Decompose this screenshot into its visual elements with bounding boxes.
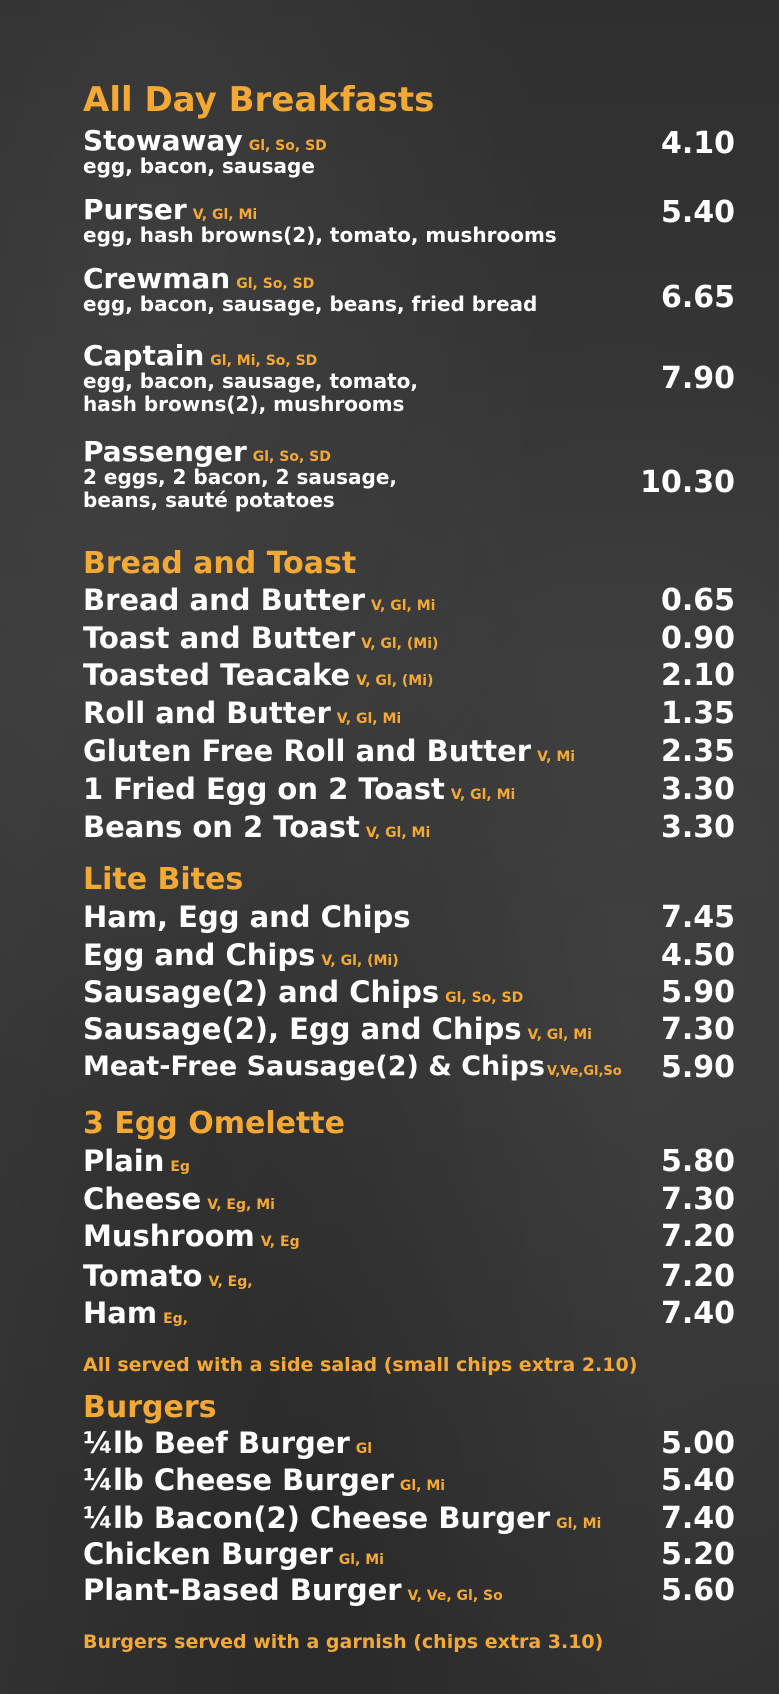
item-price: 7.40 [660,1501,735,1536]
item-price: 10.30 [640,465,735,500]
item-price: 4.50 [660,938,735,973]
item-price: 5.80 [660,1144,735,1179]
menu-item [83,658,735,693]
item-description: hash browns(2), mushrooms [83,392,405,416]
item-dietary-tags: Gl, Mi, So, SD [210,353,318,369]
item-dietary-tags: V, Gl, (Mi) [356,673,434,689]
menu-item [83,1426,735,1461]
item-name: Mushroom [83,1219,255,1253]
item-name: Stowaway [83,124,243,157]
menu-item [83,1259,735,1294]
menu-item [83,1296,735,1331]
item-dietary-tags: V, Gl, Mi [192,207,258,223]
item-dietary-tags: V, Gl, Mi [365,825,431,841]
item-name: Sausage(2), Egg and Chips [83,1012,522,1046]
item-name: Plant-Based Burger [83,1573,402,1607]
item-name: Chicken Burger [83,1537,333,1571]
item-dietary-tags: Eg, [163,1311,188,1327]
section-title-burgers: Burgers [83,1390,217,1425]
item-description: egg, bacon, sausage, beans, fried bread [83,292,538,316]
item-description: beans, sauté potatoes [83,488,335,512]
menu-item [83,900,735,935]
menu-item-crewman [83,262,735,316]
item-name: Tomato [83,1259,203,1293]
item-dietary-tags: V, Mi [537,749,576,765]
menu-item [83,1182,735,1217]
item-price: 5.40 [660,195,735,230]
item-price: 3.30 [660,772,735,807]
menu-item-captain [83,339,735,416]
item-dietary-tags: V, Gl, (Mi) [361,636,439,652]
item-name: Egg and Chips [83,938,316,972]
menu-item-passenger [83,435,735,512]
item-description: egg, hash browns(2), tomato, mushrooms [83,223,557,247]
menu-item [83,1219,735,1254]
item-dietary-tags: Gl, Mi [399,1478,446,1494]
menu-item [83,1501,735,1536]
menu-item-purser [83,193,735,247]
menu-item [83,810,735,845]
item-name: ¼lb Cheese Burger [83,1463,394,1497]
item-dietary-tags: V, Ve, Gl, So [407,1588,503,1604]
item-dietary-tags: Gl [355,1441,373,1457]
item-price: 7.20 [660,1219,735,1254]
item-description: egg, bacon, sausage, tomato, [83,369,418,393]
item-dietary-tags: V,Ve,Gl,So [546,1064,622,1079]
item-price: 7.40 [660,1296,735,1331]
item-price: 6.65 [660,280,735,315]
menu-item [83,1012,735,1047]
menu-item [83,734,735,769]
item-dietary-tags: Gl, Mi [338,1552,384,1568]
item-price: 5.90 [660,1050,735,1085]
section-title-breakfasts: All Day Breakfasts [83,80,435,120]
item-dietary-tags: V, Gl, (Mi) [321,953,399,969]
item-price: 2.35 [660,734,735,769]
item-price: 0.65 [660,583,735,618]
item-price: 7.20 [660,1259,735,1294]
item-dietary-tags: V, Eg [260,1234,300,1250]
item-price: 2.10 [660,658,735,693]
item-dietary-tags: Gl, So, SD [248,138,327,154]
item-name: Sausage(2) and Chips [83,975,440,1009]
menu-item [83,938,735,973]
item-price: 7.30 [660,1182,735,1217]
menu-item [83,696,735,731]
item-dietary-tags: Gl, Mi [556,1516,602,1532]
item-price: 5.60 [660,1573,735,1608]
item-dietary-tags: V, Gl, Mi [371,598,436,614]
item-price: 5.40 [660,1463,735,1498]
item-price: 7.45 [660,900,735,935]
menu-item [83,975,735,1010]
item-name: Purser [83,193,187,226]
item-name: Cheese [83,1182,202,1216]
menu-item [83,1463,735,1498]
item-name: Ham [83,1296,158,1330]
item-description: 2 eggs, 2 bacon, 2 sausage, [83,465,398,489]
menu-item [83,621,735,656]
item-name: Bread and Butter [83,583,366,617]
item-dietary-tags: Eg [170,1159,190,1175]
item-price: 7.90 [660,361,735,396]
item-name: ¼lb Beef Burger [83,1426,350,1460]
section-title-omelette: 3 Egg Omelette [83,1106,345,1141]
menu-item [83,772,735,807]
item-price: 4.10 [660,126,735,161]
section-title-bread: Bread and Toast [83,546,357,581]
item-dietary-tags: Gl, So, SD [252,449,331,465]
menu-item [83,1537,735,1572]
item-price: 0.90 [660,621,735,656]
item-dietary-tags: V, Gl, Mi [336,711,402,727]
item-name: Plain [83,1144,165,1178]
item-dietary-tags: V, Gl, Mi [527,1027,592,1043]
item-dietary-tags: Gl, So, SD [236,276,315,292]
item-name: Beans on 2 Toast [83,810,360,844]
item-dietary-tags: Gl, So, SD [445,990,524,1006]
menu-item [83,1573,735,1608]
item-price: 1.35 [660,696,735,731]
item-name: Ham, Egg and Chips [83,900,411,934]
menu-item [83,1144,735,1179]
item-dietary-tags: V, Gl, Mi [450,787,516,803]
item-price: 3.30 [660,810,735,845]
item-name: Roll and Butter [83,696,331,730]
item-price: 5.90 [660,975,735,1010]
item-name: Toast and Butter [83,621,356,655]
item-name: Captain [83,339,205,372]
item-description: egg, bacon, sausage [83,154,315,178]
item-name: Toasted Teacake [83,658,351,692]
item-name: Crewman [83,262,231,295]
menu-item [83,583,735,618]
burgers-note: Burgers served with a garnish (chips extra 3.10) [83,1631,604,1653]
section-title-lite-bites: Lite Bites [83,862,244,897]
item-price: 7.30 [660,1012,735,1047]
menu-item-stowaway [83,124,735,178]
item-price: 5.00 [660,1426,735,1461]
item-name: Passenger [83,435,247,468]
item-name: 1 Fried Egg on 2 Toast [83,772,445,806]
item-price: 5.20 [660,1537,735,1572]
item-dietary-tags: V, Eg, Mi [207,1197,275,1213]
item-name: Gluten Free Roll and Butter [83,734,532,768]
item-name: ¼lb Bacon(2) Cheese Burger [83,1501,551,1535]
omelette-note: All served with a side salad (small chips extra 2.10) [83,1354,638,1376]
menu-item [83,1050,735,1085]
item-dietary-tags: V, Eg, [208,1274,253,1290]
item-name: Meat-Free Sausage(2) & Chips [83,1051,545,1082]
